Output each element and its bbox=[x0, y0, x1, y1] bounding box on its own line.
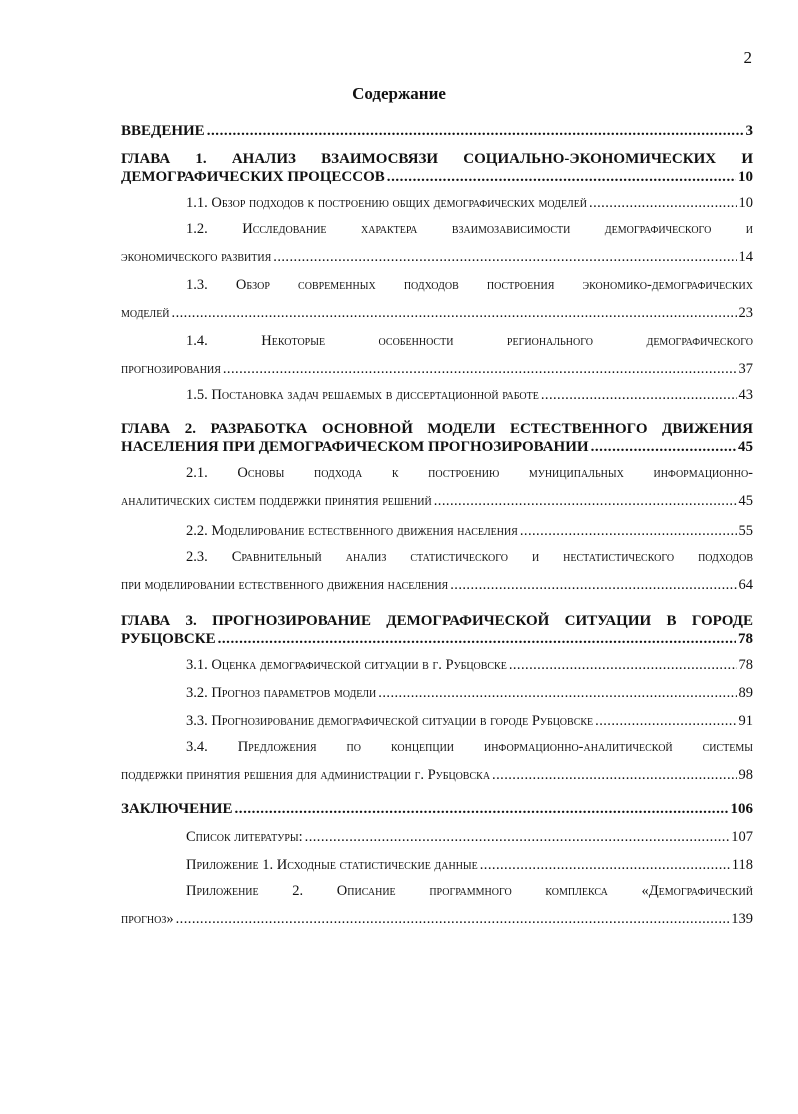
toc-section-1-5-label: 1.5. Постановка задач решаемых в диссертационной работе bbox=[186, 387, 539, 403]
toc-intro-label: ВВЕДЕНИЕ bbox=[121, 123, 205, 139]
toc-conclusion-page: 106 bbox=[730, 801, 753, 817]
toc-references-page: 107 bbox=[731, 829, 753, 845]
toc-section-3-3[interactable] bbox=[186, 712, 753, 730]
toc-chapter-3[interactable] bbox=[121, 612, 753, 648]
toc-section-1-3-line2: моделей bbox=[121, 305, 170, 321]
toc-section-1-4-line2: прогнозирования bbox=[121, 361, 221, 377]
toc-appendix-1-label: Приложение 1. Исходные статистические данные bbox=[186, 857, 478, 873]
toc-appendix-2-line2: прогноз» bbox=[121, 911, 174, 927]
toc-section-3-4-page: 98 bbox=[738, 767, 753, 783]
toc-section-2-1-line1: 2.1. Основы подхода к построению муниципальных информационно- bbox=[186, 465, 753, 481]
toc-section-3-1-page: 78 bbox=[738, 657, 753, 673]
toc-section-3-1[interactable] bbox=[186, 656, 753, 674]
toc-section-2-3-line1: 2.3. Сравнительный анализ статистического и нестатистического подходов bbox=[186, 549, 753, 565]
toc-section-1-3-page: 23 bbox=[738, 305, 753, 321]
toc-section-3-4-line1: 3.4. Предложения по концепции информационно-аналитической системы bbox=[186, 739, 753, 755]
toc-conclusion[interactable] bbox=[121, 800, 753, 818]
toc-chapter-2-page: 45 bbox=[738, 439, 753, 455]
toc-section-3-2-label: 3.2. Прогноз параметров модели bbox=[186, 685, 377, 701]
toc-section-1-4-line1: 1.4. Некоторые особенности регионального демографического bbox=[186, 333, 753, 349]
toc-chapter-3-line2: РУБЦОВСКЕ bbox=[121, 631, 216, 647]
toc-section-1-3[interactable] bbox=[121, 276, 753, 322]
toc-section-2-1-page: 45 bbox=[738, 493, 753, 509]
toc-section-2-3-line2: при моделировании естественного движения населения bbox=[121, 577, 449, 593]
toc-section-1-5-page: 43 bbox=[738, 387, 753, 403]
toc-section-1-4[interactable] bbox=[121, 332, 753, 378]
toc-appendix-1[interactable] bbox=[186, 856, 753, 874]
toc-section-1-5[interactable] bbox=[186, 386, 753, 404]
toc-section-3-4-line2: поддержки принятия решения для администрации г. Рубцовска bbox=[121, 767, 491, 783]
toc-section-3-2-page: 89 bbox=[738, 685, 753, 701]
toc-chapter-2-line1: ГЛАВА 2. РАЗРАБОТКА ОСНОВНОЙ МОДЕЛИ ЕСТЕСТВЕННОГО ДВИЖЕНИЯ bbox=[121, 421, 753, 437]
toc-section-2-1-line2: аналитических систем поддержки принятия решений bbox=[121, 493, 432, 509]
toc-appendix-2-line1: Приложение 2. Описание программного комплекса «Демографический bbox=[186, 883, 753, 899]
toc-appendix-1-page: 118 bbox=[731, 857, 753, 873]
toc-section-2-2[interactable] bbox=[186, 522, 753, 540]
toc-conclusion-label: ЗАКЛЮЧЕНИЕ bbox=[121, 801, 233, 817]
toc-section-1-3-line1: 1.3. Обзор современных подходов построения экономико-демографических bbox=[186, 277, 753, 293]
toc-chapter-2[interactable] bbox=[121, 420, 753, 456]
toc-section-1-2-line2: экономического развития bbox=[121, 249, 272, 265]
toc-appendix-2[interactable] bbox=[121, 882, 753, 928]
toc-section-1-1-label: 1.1. Обзор подходов к построению общих демографических моделей bbox=[186, 195, 588, 211]
toc-chapter-3-page: 78 bbox=[738, 631, 753, 647]
toc-section-3-3-label: 3.3. Прогнозирование демографической ситуации в городе Рубцовске bbox=[186, 713, 594, 729]
toc-section-1-1[interactable] bbox=[186, 194, 753, 212]
toc-appendix-2-page: 139 bbox=[731, 911, 753, 927]
page-title: Содержание bbox=[352, 84, 446, 103]
toc-section-1-2-line1: 1.2. Исследование характера взаимозависимости демографического и bbox=[186, 221, 753, 237]
toc-chapter-2-line2: НАСЕЛЕНИЯ ПРИ ДЕМОГРАФИЧЕСКОМ ПРОГНОЗИРОВАНИИ bbox=[121, 439, 589, 455]
toc-section-1-4-page: 37 bbox=[738, 361, 753, 377]
toc-section-3-1-label: 3.1. Оценка демографической ситуации в г. Рубцовске bbox=[186, 657, 507, 673]
toc-chapter-1[interactable] bbox=[121, 150, 753, 186]
toc-intro[interactable] bbox=[121, 122, 753, 140]
toc-chapter-3-line1: ГЛАВА 3. ПРОГНОЗИРОВАНИЕ ДЕМОГРАФИЧЕСКОЙ СИТУАЦИИ В ГОРОДЕ bbox=[121, 613, 753, 629]
toc-section-3-4[interactable] bbox=[121, 738, 753, 784]
toc-section-2-3[interactable] bbox=[121, 548, 753, 594]
toc-chapter-1-line1: ГЛАВА 1. АНАЛИЗ ВЗАИМОСВЯЗИ СОЦИАЛЬНО-ЭКОНОМИЧЕСКИХ И bbox=[121, 151, 753, 167]
toc-section-1-1-page: 10 bbox=[738, 195, 753, 211]
toc-section-2-2-label: 2.2. Моделирование естественного движения населения bbox=[186, 523, 518, 539]
toc-section-3-3-page: 91 bbox=[738, 713, 753, 729]
toc-section-1-2-page: 14 bbox=[738, 249, 753, 265]
page-number: 2 bbox=[743, 48, 752, 67]
toc-section-2-2-page: 55 bbox=[738, 523, 753, 539]
toc-references-label: Список литературы: bbox=[186, 829, 303, 845]
toc-references[interactable] bbox=[186, 828, 753, 846]
toc-section-3-2[interactable] bbox=[186, 684, 753, 702]
toc-chapter-1-line2: ДЕМОГРАФИЧЕСКИХ ПРОЦЕССОВ bbox=[121, 169, 385, 185]
toc-section-1-2[interactable] bbox=[121, 220, 753, 266]
toc-chapter-1-page: 10 bbox=[738, 169, 753, 185]
toc-section-2-1[interactable] bbox=[121, 464, 753, 510]
toc-intro-page: 3 bbox=[745, 123, 753, 139]
toc-section-2-3-page: 64 bbox=[738, 577, 753, 593]
